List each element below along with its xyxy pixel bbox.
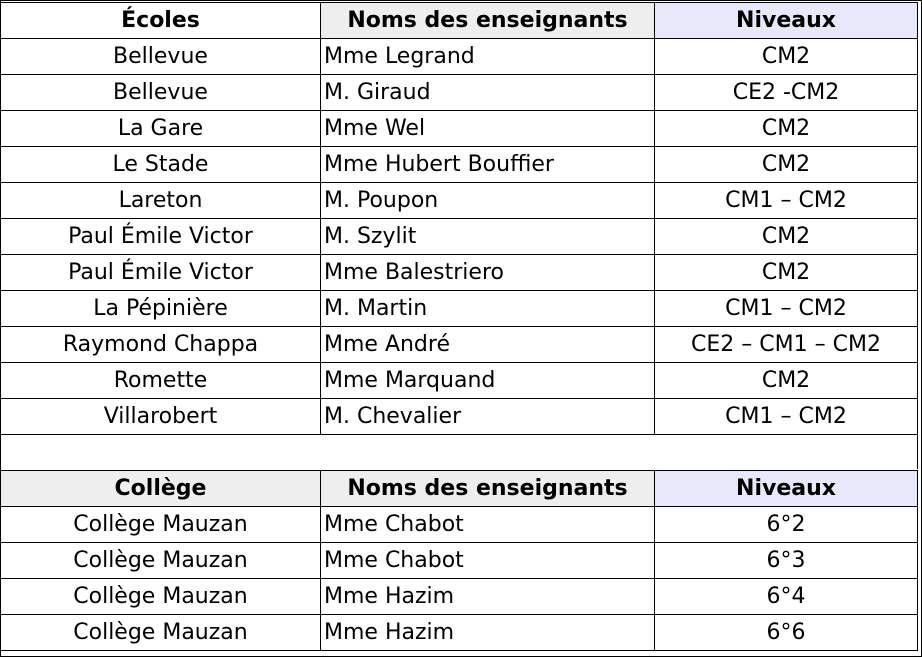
- cell-level: 6°4: [655, 579, 918, 615]
- schools-table: [0, 2, 918, 435]
- table-row: [1, 507, 918, 543]
- header-niveaux: Niveaux: [655, 3, 918, 39]
- cell-school: Collège Mauzan: [1, 579, 321, 615]
- cell-teacher: Mme Balestriero: [321, 255, 655, 291]
- cell-school: Collège Mauzan: [1, 615, 321, 651]
- table-row: [1, 399, 918, 435]
- cell-school: Paul Émile Victor: [1, 219, 321, 255]
- cell-teacher: M. Chevalier: [321, 399, 655, 435]
- cell-school: La Pépinière: [1, 291, 321, 327]
- cell-school: Lareton: [1, 183, 321, 219]
- header-enseignants: Noms des enseignants: [321, 471, 655, 507]
- cell-school: Raymond Chappa: [1, 327, 321, 363]
- schools-table-body: [1, 39, 918, 435]
- table-row: [1, 147, 918, 183]
- table-row: [1, 615, 918, 651]
- header-ecoles: Écoles: [1, 3, 321, 39]
- cell-teacher: Mme André: [321, 327, 655, 363]
- cell-teacher: Mme Hazim: [321, 615, 655, 651]
- table-row: [1, 111, 918, 147]
- cell-school: La Gare: [1, 111, 321, 147]
- cell-teacher: Mme Hubert Bouffier: [321, 147, 655, 183]
- header-enseignants: Noms des enseignants: [321, 3, 655, 39]
- table-row: [1, 327, 918, 363]
- cell-level: CM2: [655, 219, 918, 255]
- cell-level: CM2: [655, 39, 918, 75]
- header-niveaux: Niveaux: [655, 471, 918, 507]
- cell-level: CM2: [655, 255, 918, 291]
- cell-teacher: M. Szylit: [321, 219, 655, 255]
- college-table-body: [1, 507, 918, 651]
- cell-teacher: Mme Hazim: [321, 579, 655, 615]
- cell-teacher: Mme Wel: [321, 111, 655, 147]
- cell-level: 6°3: [655, 543, 918, 579]
- table-row: [1, 219, 918, 255]
- cell-teacher: Mme Legrand: [321, 39, 655, 75]
- cell-level: CM2: [655, 111, 918, 147]
- cell-teacher: M. Giraud: [321, 75, 655, 111]
- cell-school: Romette: [1, 363, 321, 399]
- cell-level: CM2: [655, 147, 918, 183]
- cell-school: Paul Émile Victor: [1, 255, 321, 291]
- cell-level: CE2 -CM2: [655, 75, 918, 111]
- table-separator: [0, 434, 918, 469]
- header-college: Collège: [1, 471, 321, 507]
- table-row: [1, 75, 918, 111]
- table-row: [1, 291, 918, 327]
- table-row: [1, 579, 918, 615]
- cell-level: CM1 – CM2: [655, 291, 918, 327]
- college-header-row: [1, 471, 918, 507]
- cell-level: 6°2: [655, 507, 918, 543]
- cell-level: CM1 – CM2: [655, 399, 918, 435]
- college-table: [0, 470, 918, 651]
- cell-teacher: M. Martin: [321, 291, 655, 327]
- table-row: [1, 255, 918, 291]
- cell-school: Villarobert: [1, 399, 321, 435]
- cell-teacher: M. Poupon: [321, 183, 655, 219]
- table-row: [1, 543, 918, 579]
- cell-school: Collège Mauzan: [1, 507, 321, 543]
- cell-school: Bellevue: [1, 75, 321, 111]
- cell-teacher: Mme Marquand: [321, 363, 655, 399]
- cell-level: CM2: [655, 363, 918, 399]
- cell-school: Collège Mauzan: [1, 543, 321, 579]
- schools-header-row: [1, 3, 918, 39]
- cell-level: CM1 – CM2: [655, 183, 918, 219]
- cell-school: Le Stade: [1, 147, 321, 183]
- table-row: [1, 39, 918, 75]
- cell-level: 6°6: [655, 615, 918, 651]
- cell-school: Bellevue: [1, 39, 321, 75]
- cell-level: CE2 – CM1 – CM2: [655, 327, 918, 363]
- cell-teacher: Mme Chabot: [321, 507, 655, 543]
- table-row: [1, 183, 918, 219]
- table-row: [1, 363, 918, 399]
- cell-teacher: Mme Chabot: [321, 543, 655, 579]
